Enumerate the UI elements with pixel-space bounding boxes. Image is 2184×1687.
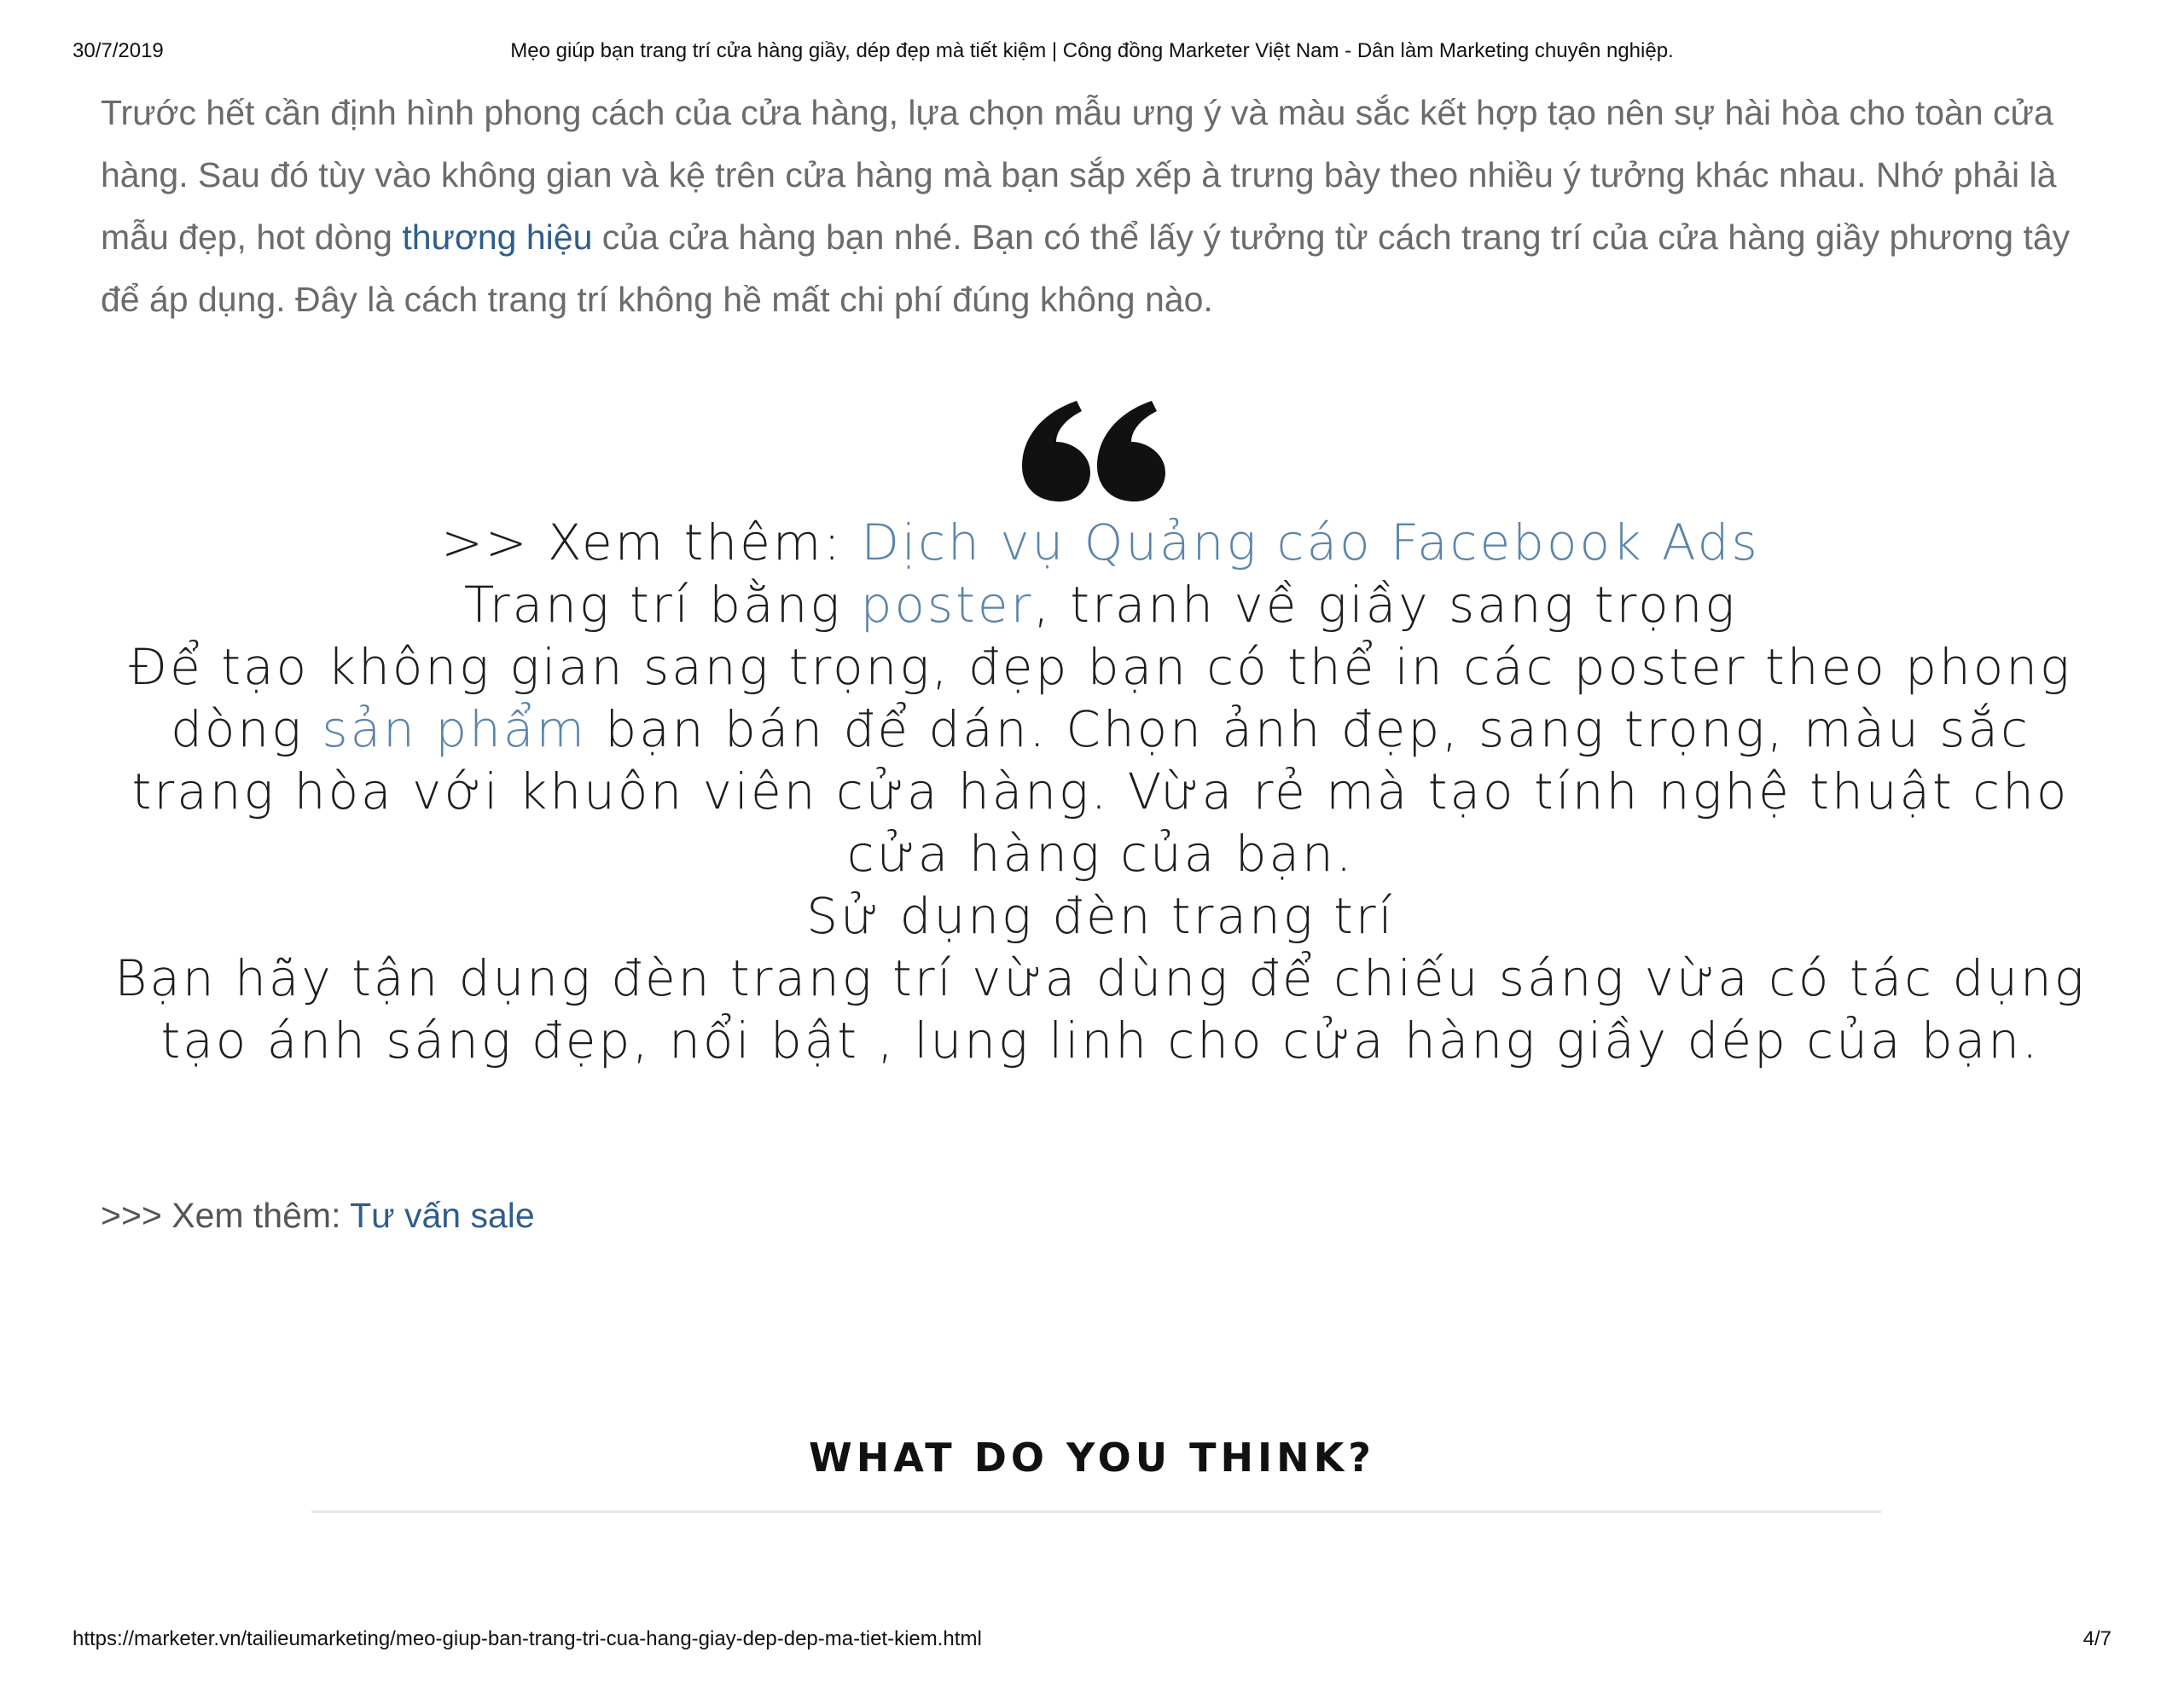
- quote-paragraph-lights: Bạn hãy tận dụng đèn trang trí vừa dùng để chiếu sáng vừa có tác dụng tạo ánh sáng đẹp, nổi bật , lung linh cho cửa hàng giầy dép của bạn.: [114, 949, 2087, 1070]
- blockquote: [102, 512, 2099, 1072]
- comments-divider: [311, 1510, 1881, 1513]
- quote-paragraph-poster-suffix: bạn bán để dán. Chọn ảnh đẹp, sang trọng, màu sắc trang hòa với khuôn viên cửa hàng. Vừa rẻ mà tạo tính nghệ thuật cho cửa hàng của bạn.: [131, 700, 2070, 883]
- product-link[interactable]: sản phẩm: [322, 700, 587, 758]
- quote-heading-poster: [102, 574, 2099, 636]
- see-more-prefix: >>> Xem thêm:: [101, 1196, 351, 1235]
- print-footer: [73, 1627, 2111, 1658]
- quote-heading-poster-suffix: , tranh về giầy sang trọng: [1033, 576, 1738, 634]
- poster-link[interactable]: poster: [860, 576, 1034, 634]
- print-page-number: 4/7: [2082, 1627, 2111, 1650]
- quote-mark-icon: [1015, 382, 1177, 510]
- facebook-ads-link[interactable]: Dịch vụ Quảng cáo Facebook Ads: [861, 513, 1760, 571]
- print-page-title: Mẹo giúp bạn trang trí cửa hàng giầy, dép đẹp mà tiết kiệm | Công đồng Marketer Việt Nam - Dân làm Marketing chuyên nghiệp.: [510, 39, 1674, 62]
- quote-paragraph-poster: [102, 636, 2099, 885]
- print-date: 30/7/2019: [73, 39, 164, 62]
- brand-link[interactable]: thương hiệu: [402, 217, 593, 257]
- print-url: https://marketer.vn/tailieumarketing/meo-giup-ban-trang-tri-cua-hang-giay-dep-dep-ma-tiet-kiem.html: [73, 1627, 982, 1650]
- quote-see-more-prefix: >> Xem thêm:: [441, 513, 862, 571]
- quote-line-see-more: [102, 512, 2099, 574]
- intro-text-2: của cửa hàng bạn nhé. Bạn có thể lấy ý tưởng từ cách trang trí của cửa hàng giầy phương tây để áp dụng. Đây là cách trang trí không hề mất chi phí đúng không nào.: [101, 217, 2071, 319]
- quote-heading-lights: Sử dụng đèn trang trí: [806, 887, 1395, 945]
- see-more-line: [101, 1190, 535, 1241]
- intro-text-1: Trước hết cần định hình phong cách của cửa hàng, lựa chọn mẫu ưng ý và màu sắc kết hợp tạo nên sự hài hòa cho toàn cửa hàng. Sau đó tùy vào không gian và kệ trên cửa hàng mà bạn sắp xếp à trưng bày theo nhiều ý tưởng khác nhau. Nhớ phải là mẫu đẹp, hot dòng: [101, 93, 2057, 257]
- sales-consulting-link[interactable]: Tư vấn sale: [350, 1196, 535, 1235]
- intro-paragraph: [101, 82, 2097, 331]
- quote-paragraph-poster-prefix: Để tạo không gian sang trọng, đẹp bạn có thể in các poster theo phong dòng: [129, 638, 2072, 758]
- quote-heading-poster-prefix: Trang trí bằng: [463, 576, 861, 634]
- print-header: [73, 39, 2111, 70]
- comments-heading: WHAT DO YOU THINK?: [809, 1435, 1375, 1481]
